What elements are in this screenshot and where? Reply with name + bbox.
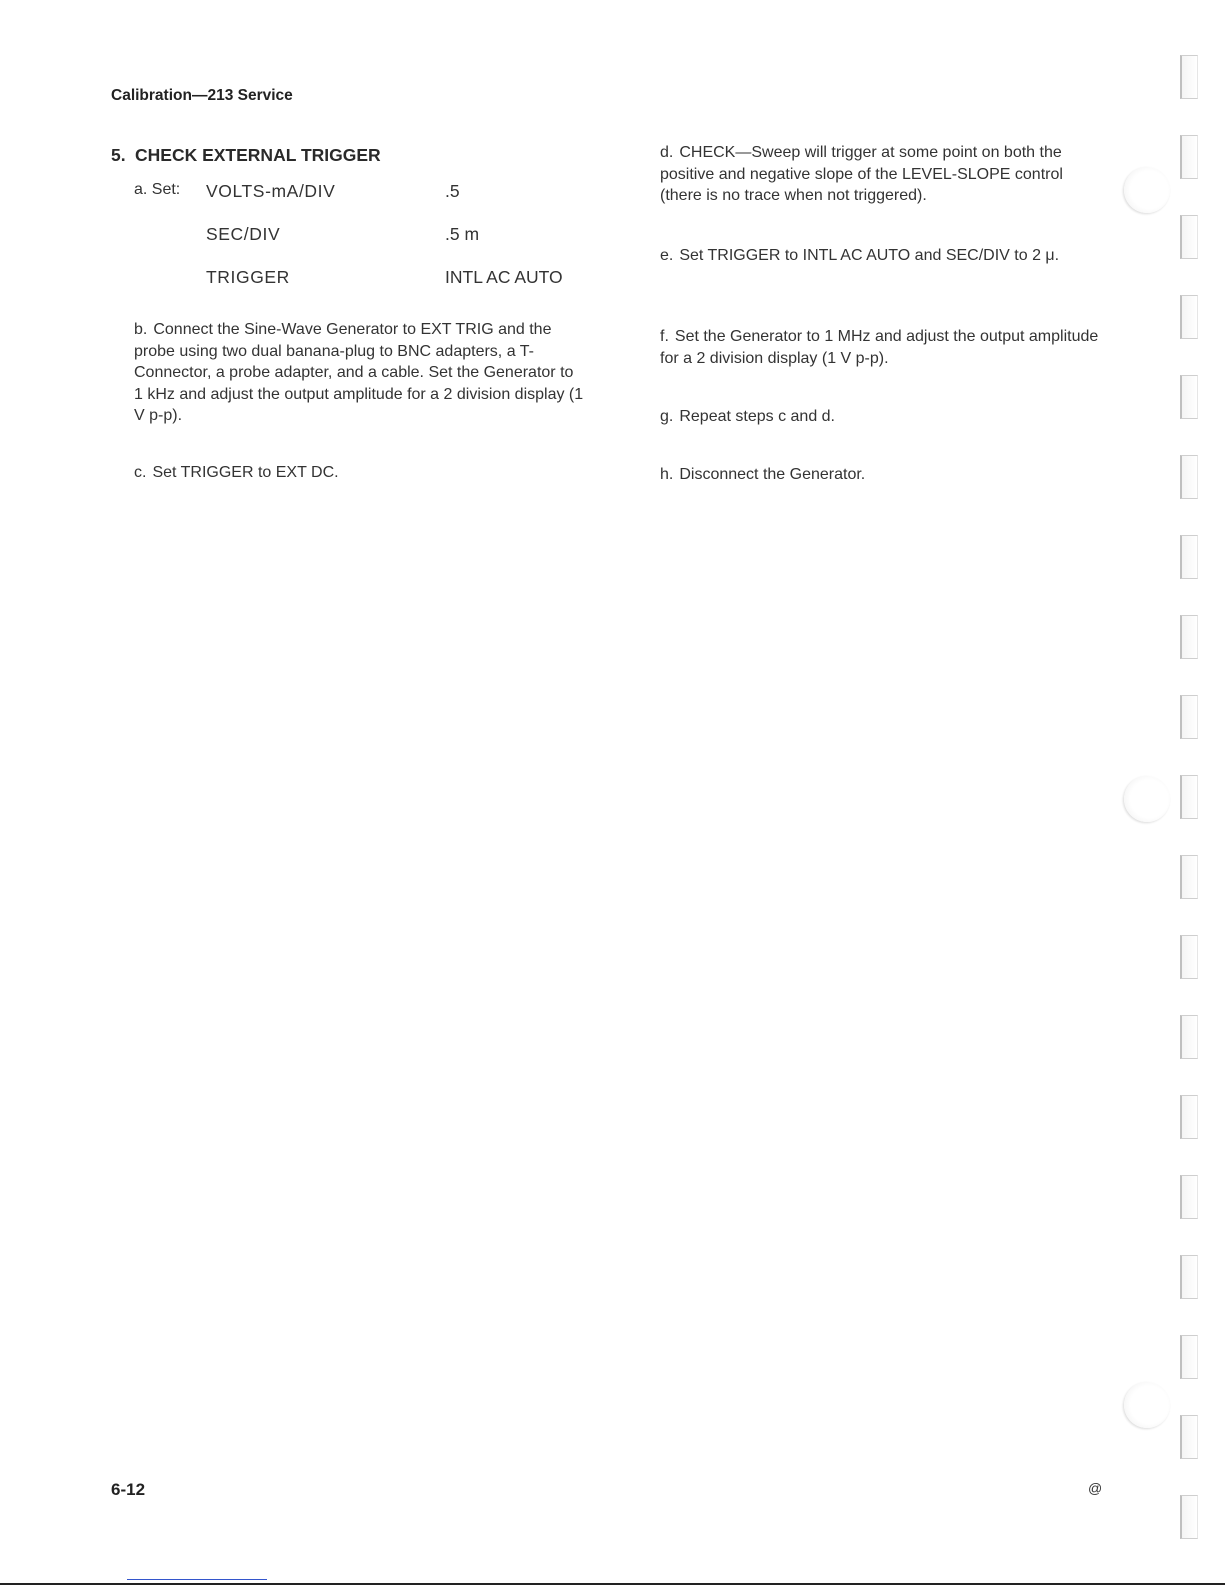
- step-text: Repeat steps c and d.: [679, 408, 835, 425]
- index-tab-icon: [1180, 455, 1198, 499]
- binder-hole-icon: [1124, 167, 1170, 213]
- setting-value: INTL AC AUTO: [445, 267, 563, 287]
- step-f: [660, 326, 1100, 369]
- setting-name: VOLTS-mA/DIV: [206, 181, 336, 201]
- index-tab-icon: [1180, 775, 1198, 819]
- index-tab-icon: [1180, 535, 1198, 579]
- index-tab-icon: [1180, 935, 1198, 979]
- section-title: [111, 144, 591, 166]
- index-tab-icon: [1180, 1415, 1198, 1459]
- index-tab-icon: [1180, 1335, 1198, 1379]
- index-tab-icon: [1180, 375, 1198, 419]
- step-text: CHECK—Sweep will trigger at some point on both the positive and negative slope of the LEVEL-SLOPE control (there is no trace when not triggered).: [660, 144, 1063, 205]
- step-text: Set TRIGGER to INTL AC AUTO and SEC/DIV to 2 μ.: [679, 247, 1060, 264]
- index-tab-icon: [1180, 1015, 1198, 1059]
- step-text: Connect the Sine-Wave Generator to EXT TRIG and the probe using two dual banana-plug to BNC adapters, a T-Connector, a probe adapter, and a cable. Set the Generator to 1 kHz and adjust the output amplitude for a 2 division display (1 V p-p).: [134, 321, 584, 425]
- step-text: Set TRIGGER to EXT DC.: [152, 464, 339, 481]
- settings-row: [111, 181, 591, 224]
- step-text: Disconnect the Generator.: [679, 466, 866, 483]
- link-underline: [127, 1579, 267, 1580]
- step-label: b.: [134, 321, 148, 338]
- setting-value: .5 m: [445, 224, 480, 244]
- settings-lead: a. Set:: [134, 181, 181, 198]
- index-tab-icon: [1180, 615, 1198, 659]
- running-header: Calibration—213 Service: [111, 87, 293, 104]
- index-tab-icon: [1180, 215, 1198, 259]
- section-title-text: CHECK EXTERNAL TRIGGER: [135, 145, 381, 165]
- settings-row: [111, 267, 591, 310]
- index-tab-icon: [1180, 695, 1198, 739]
- index-tab-icon: [1180, 55, 1198, 99]
- step-h: [660, 464, 1100, 486]
- page-number: 6-12: [111, 1480, 146, 1499]
- publisher-mark: @: [1088, 1480, 1103, 1496]
- index-tab-icon: [1180, 1095, 1198, 1139]
- step-g: [660, 406, 1100, 428]
- binder-hole-icon: [1124, 776, 1170, 822]
- step-b: [134, 319, 584, 427]
- index-tab-icon: [1180, 1255, 1198, 1299]
- index-tab-icon: [1180, 135, 1198, 179]
- index-tab-icon: [1180, 855, 1198, 899]
- step-c: [134, 462, 584, 484]
- step-label: e.: [660, 247, 674, 264]
- index-tab-icon: [1180, 1495, 1198, 1539]
- step-label: c.: [134, 464, 147, 481]
- step-d: [660, 142, 1100, 207]
- index-tab-icon: [1180, 295, 1198, 339]
- left-column: [111, 144, 591, 481]
- step-label: g.: [660, 408, 674, 425]
- setting-name: TRIGGER: [206, 267, 290, 287]
- settings-row: [111, 224, 591, 267]
- index-tabs: [1180, 55, 1204, 1555]
- step-label: h.: [660, 466, 674, 483]
- step-label: d.: [660, 144, 674, 161]
- step-text: Set the Generator to 1 MHz and adjust the output amplitude for a 2 division display (1 V p-p).: [660, 328, 1099, 367]
- section-number: 5.: [111, 145, 126, 165]
- settings-table: [111, 181, 591, 310]
- setting-value: .5: [445, 181, 460, 201]
- setting-name: SEC/DIV: [206, 224, 281, 244]
- binder-hole-icon: [1124, 1382, 1170, 1428]
- step-e: [660, 245, 1100, 267]
- index-tab-icon: [1180, 1175, 1198, 1219]
- step-label: f.: [660, 328, 669, 345]
